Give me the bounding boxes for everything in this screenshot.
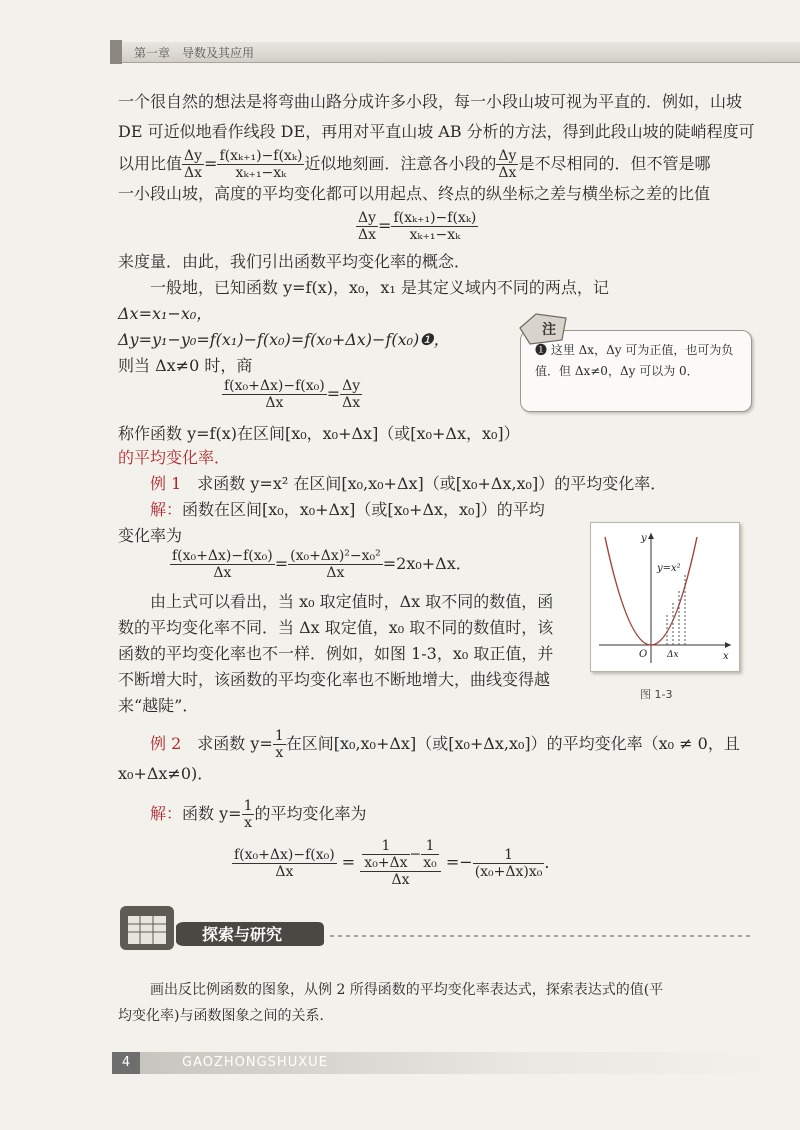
example-1 xyxy=(150,474,666,494)
para-line-6: 一般地，已知函数 y=f(x)，x₀，x₁ 是其定义域内不同的两点，记 xyxy=(150,278,609,297)
para-q3: 函数的平均变化率也不一样．例如，如图 1-3，x₀ 取正值，并 xyxy=(118,644,554,663)
fraction-dy-dx: $\frac{\Delta y}{\Delta x}$ xyxy=(184,148,203,181)
para-line-5: 来度量．由此，我们引出函数平均变化率的概念． xyxy=(118,252,471,271)
example-2-label: 例 2 xyxy=(150,734,182,753)
para-text: 近似地刻画．注意各小段的 xyxy=(304,154,497,173)
solution-2-label: 解： xyxy=(150,804,183,823)
term-average-rate: 的平均变化率． xyxy=(118,448,231,467)
para-text: 以用比值 xyxy=(118,154,183,173)
para-line-4: 一小段山坡，高度的平均变化都可以用起点、终点的纵坐标之差与横坐标之差的比值 xyxy=(118,184,711,203)
para-line-3: 以用比值 $\frac{\Delta y}{\Delta x}$ = $\frac{\text{f(xₖ₊₁)−f(xₖ)}}{\text{xₖ₊₁−xₖ}}$ 近似地刻画．注意各小段的 $\frac{\Delta y}{\Delta x}$ 是不尽相同的．但不管是哪 xyxy=(118,148,711,181)
dx-label: Δx xyxy=(667,650,679,660)
solution-label: 解： xyxy=(150,500,183,519)
y-axis-label: y xyxy=(641,533,647,544)
explore-text-2: 均变化率)与函数图象之间的关系． xyxy=(118,1008,334,1024)
figure-1-3 xyxy=(590,522,740,672)
origin-label: O xyxy=(639,649,648,660)
display-equation-4: $\frac{\text{f(x₀+Δx)−f(x₀)}}{\Delta x}$ = $\frac{1}{\text{x₀+Δx}}$ − $\frac{1}{\text{x₀}}$ Δx =− $\frac{1}{\text{(x₀+Δx)x₀}}$ ． xyxy=(234,838,561,888)
example-2: 例 2 求函数 y= $\frac{1}{x}$ 在区间[x₀,x₀+Δx]（或[x₀+Δx,x₀]）的平均变化率（x₀ ≠ 0，且 xyxy=(150,728,740,761)
header-mark xyxy=(110,40,122,64)
chapter-title: 第一章 导数及其应用 xyxy=(134,46,255,60)
para-line-1: 一个很自然的想法是将弯曲山路分成许多小段，每一小段山坡可视为平直的．例如，山坡 xyxy=(118,92,743,111)
example-1-label: 例 1 xyxy=(150,474,182,493)
explore-banner-graphic xyxy=(118,900,758,960)
definition-dx: Δx=x₁−x₀， xyxy=(118,304,213,323)
explore-title: 探索与研究 xyxy=(202,925,283,944)
para-q2: 数的平均变化率不同．当 Δx 取定值，x₀ 取不同的数值时，该 xyxy=(118,618,554,637)
example-1-text: 求函数 y=x² 在区间[x₀,x₀+Δx]（或[x₀+Δx,x₀]）的平均变化率． xyxy=(197,474,667,493)
solution-1 xyxy=(150,500,545,520)
definition-dy: Δy=y₁−y₀=f(x₁)−f(x₀)=f(x₀+Δx)−f(x₀)❶， xyxy=(118,330,450,349)
para-q1: 由上式可以看出，当 x₀ 取定值时，Δx 取不同的数值，函 xyxy=(150,592,554,611)
solution-2: 解：函数 y= $\frac{1}{x}$ 的平均变化率为 xyxy=(150,798,367,831)
fraction-difference-quotient: $\frac{\text{f(xₖ₊₁)−f(xₖ)}}{\text{xₖ₊₁−xₖ}}$ xyxy=(219,148,303,181)
explore-section-banner xyxy=(118,900,758,960)
example-2-cont: x₀+Δx≠0)． xyxy=(118,764,214,783)
para-q4: 不断增大时，该函数的平均变化率也不断地增大，曲线变得越 xyxy=(118,670,551,689)
y-axis-arrow xyxy=(648,533,654,539)
curve-label: y=x² xyxy=(657,563,681,574)
para-q5: 来“越陡”． xyxy=(118,696,199,715)
para-text: 是不尽相同的．但不管是哪 xyxy=(518,154,711,173)
solution-1-cont: 变化率为 xyxy=(118,526,183,545)
page-number: 4 xyxy=(112,1052,140,1074)
footer-brand: GAOZHONGSHUXUE xyxy=(182,1055,328,1070)
fraction-dy-dx: $\frac{\Delta y}{\Delta x}$ xyxy=(498,148,517,181)
solution-text: 函数在区间[x₀，x₀+Δx]（或[x₀+Δx，x₀]）的平均 xyxy=(182,500,545,519)
x-axis-label: x xyxy=(723,651,729,662)
explore-text-1: 画出反比例函数的图象，从例 2 所得函数的平均变化率表达式，探索表达式的值(平 xyxy=(150,982,664,998)
note-badge-label: 注 xyxy=(542,322,556,338)
para-line-10: 称作函数 y=f(x)在区间[x₀，x₀+Δx]（或[x₀+Δx，x₀]） xyxy=(118,424,520,443)
display-equation-3: $\frac{\text{f(x₀+Δx)−f(x₀)}}{\Delta x}$ = $\frac{\text{(x₀+Δx)²−x₀²}}{\Delta x}$ =2x₀+Δx． xyxy=(172,548,472,581)
display-equation-1: $\frac{\Delta y}{\Delta x}$ = $\frac{\text{f(xₖ₊₁)−f(xₖ)}}{\text{xₖ₊₁−xₖ}}$ xyxy=(358,210,477,243)
figure-caption: 图 1-3 xyxy=(640,688,673,701)
display-equation-2: $\frac{\text{f(x₀+Δx)−f(x₀)}}{\Delta x}$ = $\frac{\Delta y}{\Delta x}$ xyxy=(224,378,361,411)
para-line-9: 则当 Δx≠0 时，商 xyxy=(118,356,253,375)
para-line-2: DE 可近似地看作线段 DE，再用对平直山坡 AB 分析的方法，得到此段山坡的陡峭程度可 xyxy=(118,122,755,141)
page-header xyxy=(0,0,800,72)
note-text: ❶ 这里 Δx，Δy 可为正值，也可为负值．但 Δx≠0，Δy 可以为 0． xyxy=(535,343,734,378)
parabola-graph xyxy=(591,523,739,671)
x-axis-arrow xyxy=(725,642,731,648)
